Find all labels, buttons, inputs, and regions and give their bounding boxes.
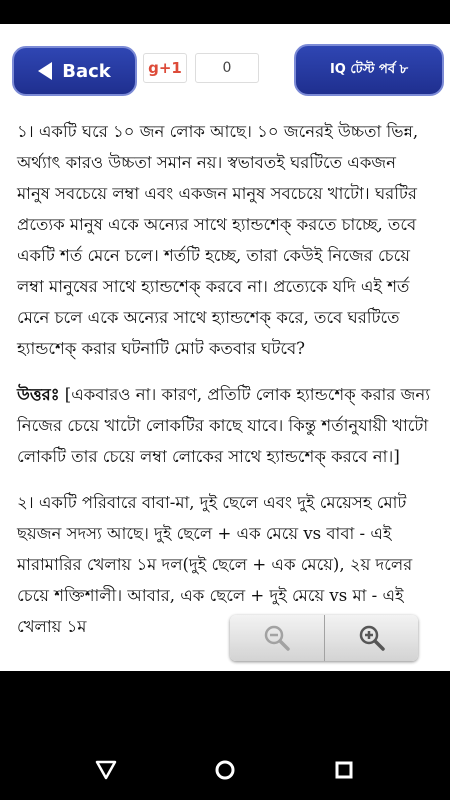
answer-1-text: [একবারও না। কারণ, প্রতিটি লোক হ্যান্ডশেক্ করার জন্য নিজের চেয়ে খাটো লোকটির কাছে যাবে। কিন্তু শর্তানুযায়ী খাটো লোকটি তার চেয়ে লম্বা লোকের সাথে হ্যান্ডশেক্ করবে না।]: [17, 385, 431, 466]
zoom-out-icon: [262, 623, 292, 653]
nav-back-icon: [94, 758, 118, 782]
google-plus-count: 0: [195, 53, 259, 83]
zoom-in-icon: [357, 623, 387, 653]
zoom-in-button[interactable]: [324, 615, 418, 661]
answer-1: [17, 379, 432, 472]
nav-back-button[interactable]: [86, 750, 126, 790]
question-1: ১। একটি ঘরে ১০ জন লোক আছে। ১০ জনেরই উচ্চতা ভিন্ন, অর্থ্যাৎ কারও উচ্চতা সমান নয়। স্বভাবতই ঘরটিতে একজন মানুষ সবচেয়ে লম্বা এবং একজন মানুষ সবচেয়ে খাটো। ঘরটির প্রত্যেক মানুষ একে অন্যের সাথে হ্যান্ডশেক্ করতে চাচ্ছে, তবে একটি শর্ত মেনে চলে। শর্তটি হচ্ছে, তারা কেউই নিজের চেয়ে লম্বা মানুষের সাথে হ্যান্ডশেক্ করবে না। প্রত্যেকে যদি এই শর্ত মেনে চলে একে অন্যের সাথে হ্যান্ডশেক্ করে, তবে ঘরটিতে হ্যান্ডশেক্ করার ঘটনাটি মোট কতবার ঘটবে?: [17, 122, 419, 358]
back-arrow-icon: [38, 62, 52, 80]
nav-recents-button[interactable]: [324, 750, 364, 790]
answer-label: উত্তরঃ: [17, 385, 60, 404]
title-button[interactable]: [294, 44, 444, 96]
back-button[interactable]: [12, 46, 137, 96]
app-header: [0, 24, 450, 106]
google-plus-label: g+1: [148, 59, 182, 77]
status-bar: [0, 0, 450, 24]
nav-home-icon: [213, 758, 237, 782]
nav-recents-icon: [332, 758, 356, 782]
nav-home-button[interactable]: [205, 750, 245, 790]
zoom-out-button[interactable]: [230, 615, 324, 661]
google-plus-button[interactable]: [143, 53, 187, 83]
zoom-control: [230, 615, 418, 661]
back-button-label: Back: [62, 60, 111, 82]
question-2: ২। একটি পরিবারে বাবা-মা, দুই ছেলে এবং দুই মেয়েসহ মোট ছয়জন সদস্য আছে। দুই ছেলে + এক মেয়ে vs বাবা - এই মারামারির খেলায় ১ম দল(দুই ছেলে + এক মেয়ে), ২য় দলের চেয়ে শক্তিশালী। আবার, এক ছেলে + দুই মেয়ে vs মা - এই খেলায় ১ম: [17, 493, 413, 636]
blank-area: [0, 671, 450, 740]
article-content[interactable]: [0, 106, 450, 671]
title-label: IQ টেস্ট পর্ব ৮: [329, 61, 409, 77]
navigation-bar: [0, 740, 450, 800]
